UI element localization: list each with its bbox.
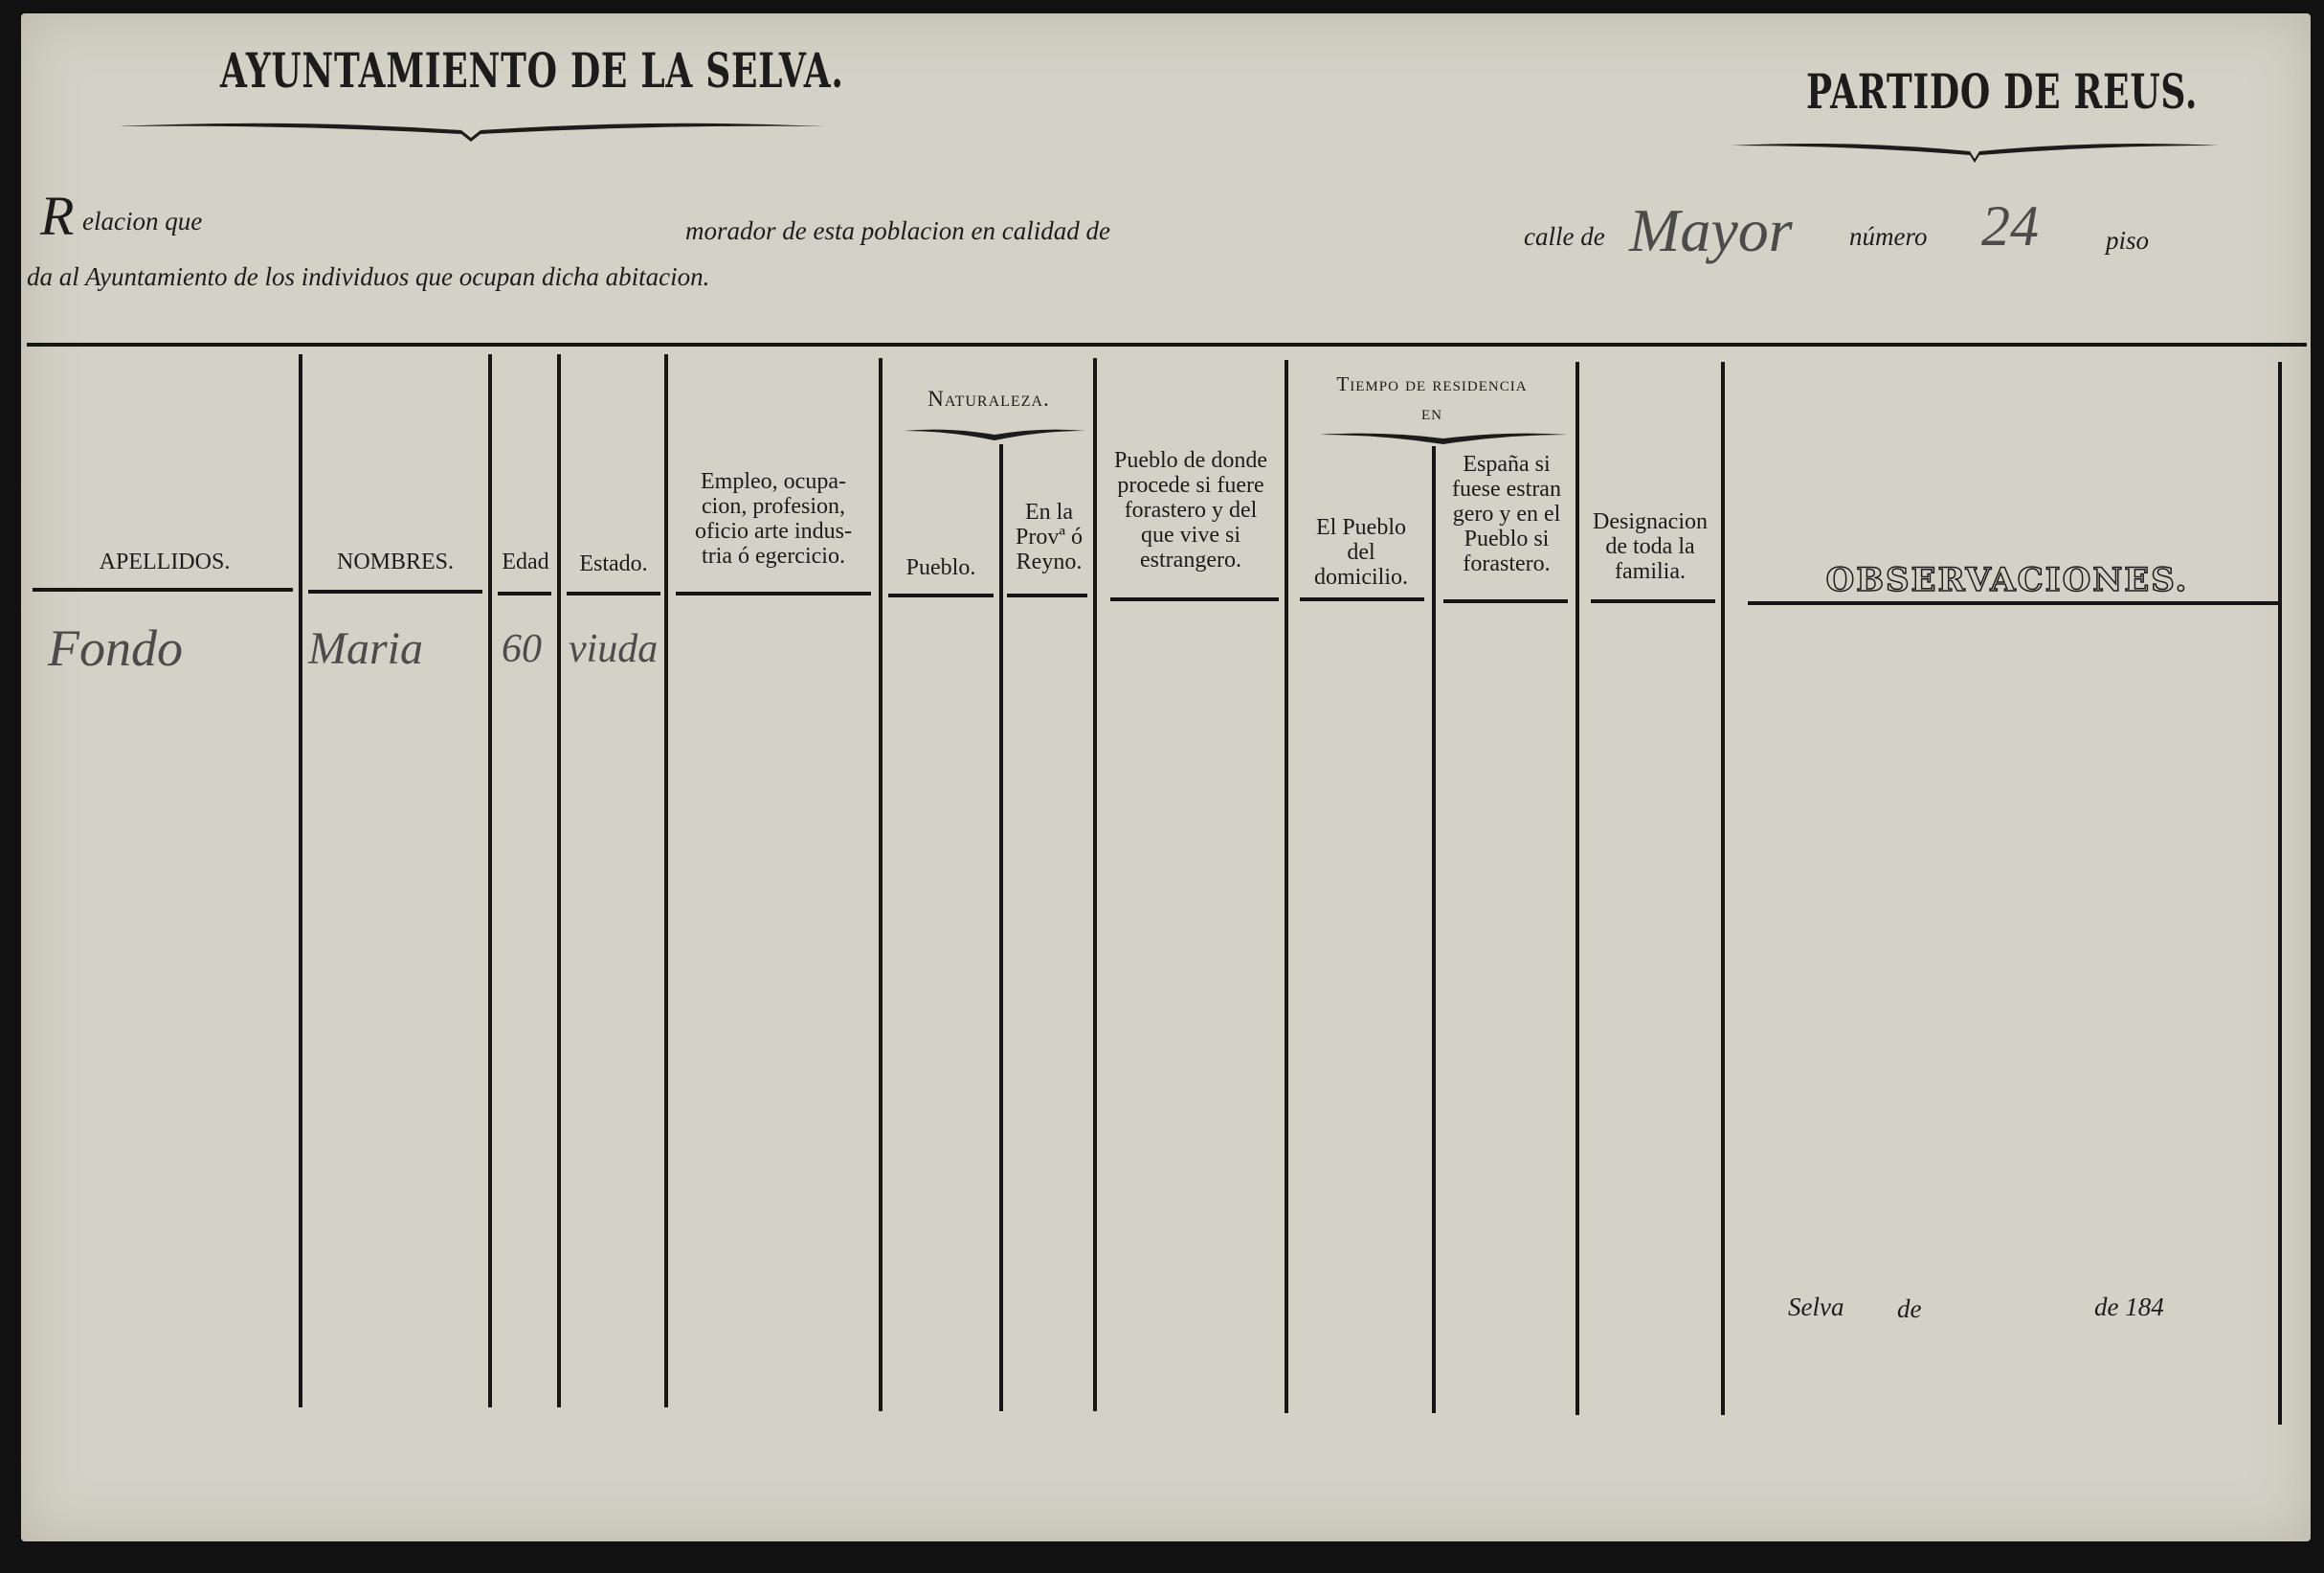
tiempo-ornament — [1319, 429, 1568, 450]
col-empleo: Empleo, ocupa- cion, profesion, oficio arte indus- tria ó egercicio. — [695, 469, 852, 569]
entry-nombres: Maria — [308, 623, 423, 674]
intro-calle-de: calle de — [1524, 222, 1605, 251]
group-tiempo-residencia: Tiempo de residencia — [1336, 372, 1528, 395]
col-pueblo: Pueblo. — [905, 555, 976, 580]
rule-after-domicilio — [1432, 446, 1436, 1413]
intro-relacion-que: elacion que — [82, 207, 203, 236]
naturaleza-ornament — [904, 425, 1085, 446]
house-number-handwritten: 24 — [1981, 194, 2039, 258]
table-right-rule — [2278, 362, 2282, 1425]
rule-after-empleo — [879, 358, 883, 1411]
domicilio-underline — [1300, 597, 1424, 601]
rule-after-nombres — [488, 354, 492, 1407]
footer-de: de — [1897, 1294, 1922, 1323]
intro-second-line: da al Ayuntamiento de los individuos que ocupan dicha abitacion. — [27, 262, 710, 291]
espana-underline — [1443, 599, 1568, 603]
rule-after-procede — [1285, 360, 1288, 1413]
right-title-ornament — [1731, 138, 2219, 167]
municipality-title: AYUNTAMIENTO DE LA SELVA. — [220, 42, 844, 99]
table-top-rule — [27, 343, 2307, 347]
estado-underline — [567, 592, 660, 595]
col-domicilio: El Pueblo del domicilio. — [1314, 515, 1408, 590]
street-name-handwritten: Mayor — [1629, 196, 1793, 264]
col-designacion: Designacion de toda la familia. — [1593, 509, 1708, 584]
district-title: PARTIDO DE REUS. — [1806, 63, 2199, 120]
entry-apellidos: Fondo — [48, 619, 183, 677]
col-procede: Pueblo de donde procede si fuere forastero y del que vive si estrangero. — [1114, 448, 1267, 573]
rule-after-pueblo — [999, 444, 1003, 1411]
designacion-underline — [1591, 599, 1715, 603]
rule-after-estado — [664, 354, 668, 1407]
observaciones-underline — [1748, 601, 2280, 605]
left-title-ornament — [117, 117, 825, 146]
col-prov-reyno: En la Provª ó Reyno. — [1016, 500, 1083, 574]
edad-underline — [498, 592, 551, 595]
rule-after-apellidos — [299, 354, 302, 1407]
intro-morador: morador de esta poblacion en calidad de — [685, 216, 1110, 245]
footer-year: de 184 — [2094, 1292, 2164, 1321]
apellidos-underline — [33, 588, 293, 592]
col-estado: Estado. — [579, 551, 648, 576]
footer-place: Selva — [1788, 1292, 1844, 1321]
intro-piso: piso — [2106, 226, 2150, 255]
pueblo-underline — [888, 594, 994, 597]
empleo-underline — [676, 592, 871, 595]
decorative-initial: R — [40, 185, 75, 247]
rule-after-edad — [557, 354, 561, 1407]
nombres-underline — [308, 590, 482, 594]
intro-numero: número — [1849, 222, 1928, 251]
procede-underline — [1110, 597, 1279, 601]
entry-edad: 60 — [502, 627, 542, 671]
group-tiempo-en: en — [1421, 401, 1442, 424]
rule-after-designacion — [1721, 362, 1725, 1415]
col-espana: España si fuese estran gero y en el Pueblo si forastero. — [1452, 452, 1561, 576]
prov-underline — [1007, 594, 1087, 597]
col-observaciones: OBSERVACIONES. — [1825, 561, 2189, 599]
entry-estado: viuda — [569, 627, 659, 671]
census-form-sheet — [21, 13, 2311, 1541]
col-nombres: NOMBRES. — [336, 550, 455, 574]
group-naturaleza: Naturaleza. — [927, 387, 1050, 411]
col-edad: Edad — [502, 550, 549, 574]
col-apellidos: APELLIDOS. — [99, 550, 231, 574]
